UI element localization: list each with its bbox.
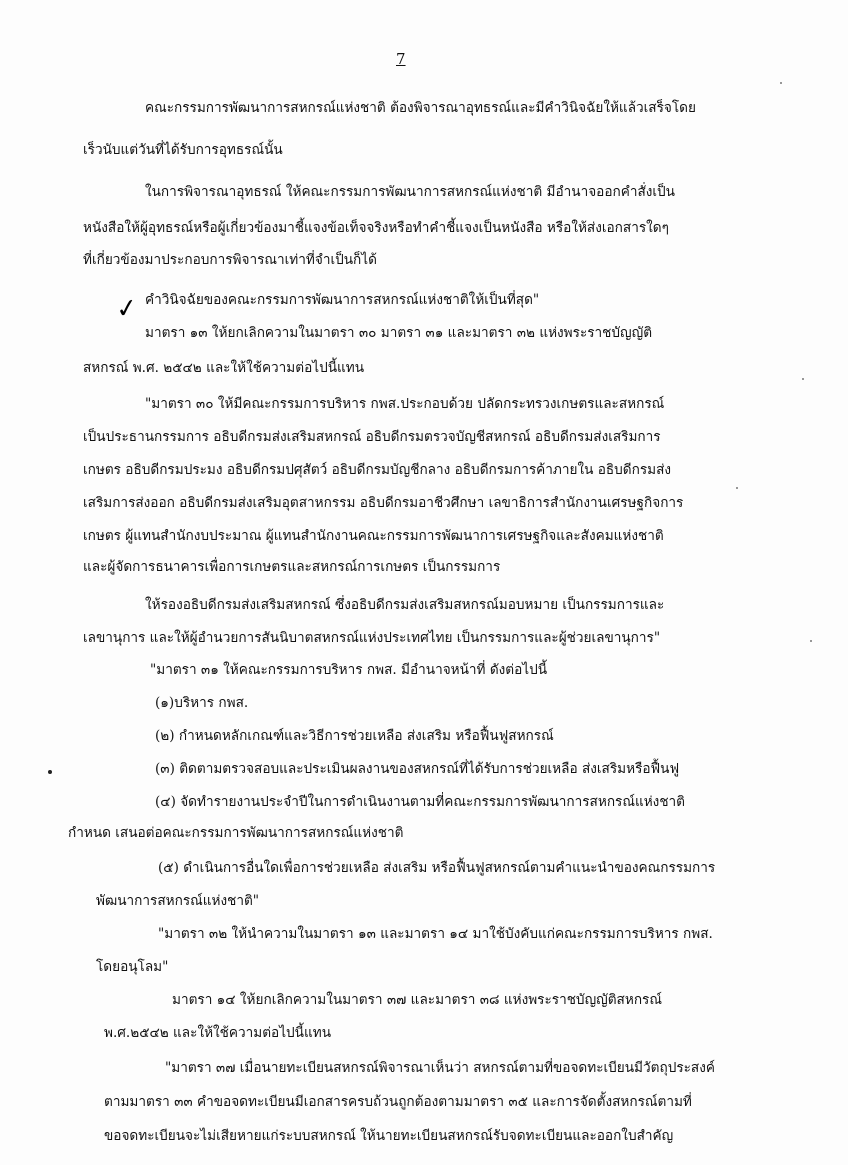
text-line: โดยอนุโลม" xyxy=(96,959,169,975)
text-line: (๔) จัดทำรายงานประจำปีในการดำเนินงานตามที่คณะกรรมการพัฒนาการสหกรณ์แห่งชาติ xyxy=(155,794,686,810)
text-line: "มาตรา ๓๒ ให้นำความในมาตรา ๑๓ และมาตรา ๑๔ มาใช้บังคับแก่คณะกรรมการบริหาร กพส. xyxy=(158,926,713,942)
scan-speck xyxy=(780,82,782,84)
text-line: ให้รองอธิบดีกรมส่งเสริมสหกรณ์ ซึ่งอธิบดีกรมส่งเสริมสหกรณ์มอบหมาย เป็นกรรมการและ xyxy=(145,597,665,613)
text-line: เป็นประธานกรรมการ อธิบดีกรมส่งเสริมสหกรณ์ อธิบดีกรมตรวจบัญชีสหกรณ์ อธิบดีกรมส่งเสริมการ xyxy=(83,429,661,445)
text-line: (๕) ดำเนินการอื่นใดเพื่อการช่วยเหลือ ส่งเสริม หรือฟื้นฟูสหกรณ์ตามคำแนะนำของคณกรรมการ xyxy=(158,860,716,876)
text-line: เลขานุการ และให้ผู้อำนวยการสันนิบาตสหกรณ์แห่งประเทศไทย เป็นกรรมการและผู้ช่วยเลขานุการ" xyxy=(83,630,661,646)
text-line: ที่เกี่ยวข้องมาประกอบการพิจารณาเท่าที่จำเป็นก็ได้ xyxy=(83,252,377,268)
text-line: คณะกรรมการพัฒนาการสหกรณ์แห่งชาติ ต้องพิจารณาอุทธรณ์และมีคำวินิจฉัยให้แล้วเสร็จโดย xyxy=(145,100,696,116)
text-line: มาตรา ๑๔ ให้ยกเลิกความในมาตรา ๓๗ และมาตรา ๓๘ แห่งพระราชบัญญัติสหกรณ์ xyxy=(172,992,662,1008)
text-line: มาตรา ๑๓ ให้ยกเลิกความในมาตรา ๓๐ มาตรา ๓๑ และมาตรา ๓๒ แห่งพระราชบัญญัติ xyxy=(145,325,653,341)
margin-mark xyxy=(48,770,52,774)
text-line: และผู้จัดการธนาคารเพื่อการเกษตรและสหกรณ์การเกษตร เป็นกรรมการ xyxy=(83,559,501,575)
text-line: ในการพิจารณาอุทธรณ์ ให้คณะกรรมการพัฒนาการสหกรณ์แห่งชาติ มีอำนาจออกคำสั่งเป็น xyxy=(145,184,675,200)
scan-speck xyxy=(736,487,738,489)
checkmark-icon: ✓ xyxy=(114,292,140,326)
text-line: เสริมการส่งออก อธิบดีกรมส่งเสริมอุตสาหกรรม อธิบดีกรมอาชีวศึกษา เลขาธิการสำนักงานเศรษฐกิจการ xyxy=(83,495,684,511)
text-line: (๓) ติดตามตรวจสอบและประเมินผลงานของสหกรณ์ที่ได้รับการช่วยเหลือ ส่งเสริมหรือฟื้นฟู xyxy=(155,761,680,777)
text-line: พ.ศ.๒๕๔๒ และให้ใช้ความต่อไปนี้แทน xyxy=(104,1025,331,1041)
text-line: เกษตร อธิบดีกรมประมง อธิบดีกรมปศุสัตว์ อธิบดีกรมบัญชีกลาง อธิบดีกรมการค้าภายใน อธิบดีกรมส่ง xyxy=(83,462,672,478)
text-line: พัฒนาการสหกรณ์แห่งชาติ" xyxy=(96,893,260,909)
text-line: (๒) กำหนดหลักเกณฑ์และวิธีการช่วยเหลือ ส่งเสริม หรือฟื้นฟูสหกรณ์ xyxy=(155,728,554,744)
text-line: "มาตรา ๓๑ ให้คณะกรรมการบริหาร กพส. มีอำนาจหน้าที่ ดังต่อไปนี้ xyxy=(150,662,548,678)
text-line: สหกรณ์ พ.ศ. ๒๕๔๒ และให้ใช้ความต่อไปนี้แทน xyxy=(83,360,365,376)
text-line: "มาตรา ๓๗ เมื่อนายทะเบียนสหกรณ์พิจารณาเห็นว่า สหกรณ์ตามที่ขอจดทะเบียนมีวัตถุประสงค์ xyxy=(165,1060,715,1076)
text-line: คำวินิจฉัยของคณะกรรมการพัฒนาการสหกรณ์แห่งชาติให้เป็นที่สุด" xyxy=(145,292,540,308)
text-line: กำหนด เสนอต่อคณะกรรมการพัฒนาการสหกรณ์แห่งชาติ xyxy=(68,825,404,841)
text-line: (๑)บริหาร กพส. xyxy=(155,695,249,711)
text-line: หนังสือให้ผู้อุทธรณ์หรือผู้เกี่ยวข้องมาชี้แจงข้อเท็จจริงหรือทำคำชี้แจงเป็นหนังสือ หรือให้ส่งเอกสารใดๆ xyxy=(83,220,669,236)
text-line: ตามมาตรา ๓๓ คำขอจดทะเบียนมีเอกสารครบถ้วนถูกต้องตามมาตรา ๓๕ และการจัดตั้งสหกรณ์ตามที่ xyxy=(104,1094,692,1110)
text-line: ขอจดทะเบียนจะไม่เสียหายแก่ระบบสหกรณ์ ให้นายทะเบียนสหกรณ์รับจดทะเบียนและออกใบสำคัญ xyxy=(104,1128,674,1144)
text-line: เร็วนับแต่วันที่ได้รับการอุทธรณ์นั้น xyxy=(83,142,283,158)
scan-speck xyxy=(810,640,812,642)
text-line: เกษตร ผู้แทนสำนักงบประมาณ ผู้แทนสำนักงานคณะกรรมการพัฒนาการเศรษฐกิจและสังคมแห่งชาติ xyxy=(83,528,664,544)
text-line: "มาตรา ๓๐ ให้มีคณะกรรมการบริหาร กพส.ประกอบด้วย ปลัดกระทรวงเกษตรและสหกรณ์ xyxy=(145,396,665,412)
page-number: 7 xyxy=(396,50,406,68)
scan-speck xyxy=(802,378,804,380)
